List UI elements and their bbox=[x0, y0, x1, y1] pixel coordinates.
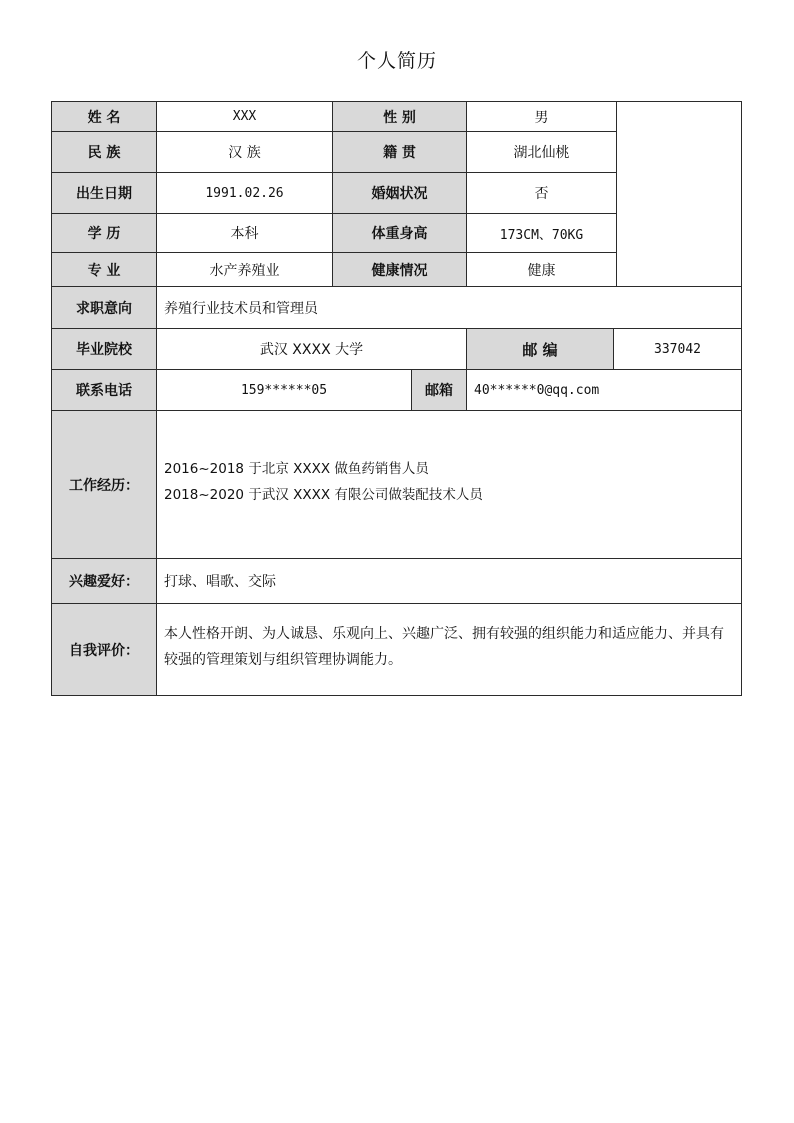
major-value: 水产养殖业 bbox=[156, 252, 333, 287]
education-label: 学 历 bbox=[51, 213, 157, 253]
birth-date-label: 出生日期 bbox=[51, 172, 157, 214]
height-weight-value: 173CM、70KG bbox=[466, 213, 617, 253]
school-value: 武汉 XXXX 大学 bbox=[156, 328, 467, 370]
name-value: XXX bbox=[156, 101, 333, 132]
email-label: 邮箱 bbox=[411, 369, 467, 411]
major-label: 专 业 bbox=[51, 252, 157, 287]
work-item: 2018~2020 于武汉 XXXX 有限公司做装配技术人员 bbox=[164, 486, 483, 503]
ethnicity-label: 民 族 bbox=[51, 131, 157, 173]
zip-code-value: 337042 bbox=[613, 328, 742, 370]
school-label: 毕业院校 bbox=[51, 328, 157, 370]
page-title: 个人简历 bbox=[356, 50, 437, 72]
work-item: 2016~2018 于北京 XXXX 做鱼药销售人员 bbox=[164, 460, 429, 477]
zip-code-label: 邮 编 bbox=[466, 328, 614, 370]
job-intent-label: 求职意向 bbox=[51, 286, 157, 329]
education-value: 本科 bbox=[156, 213, 333, 253]
work-experience-content bbox=[156, 410, 742, 559]
ethnicity-value: 汉 族 bbox=[156, 131, 333, 173]
health-label: 健康情况 bbox=[332, 252, 467, 287]
native-place-label: 籍 贯 bbox=[332, 131, 467, 173]
photo-box bbox=[616, 101, 742, 287]
birth-date-value: 1991.02.26 bbox=[156, 172, 333, 214]
gender-value: 男 bbox=[466, 101, 617, 132]
self-evaluation-content bbox=[156, 603, 742, 696]
self-evaluation-line: 较强的管理策划与组织管理协调能力。 bbox=[164, 651, 402, 668]
email-value: 40******0@qq.com bbox=[466, 369, 742, 411]
native-place-value: 湖北仙桃 bbox=[466, 131, 617, 173]
gender-label: 性 别 bbox=[332, 101, 467, 132]
height-weight-label: 体重身高 bbox=[332, 213, 467, 253]
marital-status-label: 婚姻状况 bbox=[332, 172, 467, 214]
self-evaluation-label: 自我评价： bbox=[51, 603, 157, 696]
hobbies-label: 兴趣爱好： bbox=[51, 558, 157, 604]
self-evaluation-line: 本人性格开朗、为人诚恳、乐观向上、兴趣广泛、拥有较强的组织能力和适应能力、并具有 bbox=[164, 625, 724, 642]
name-label: 姓 名 bbox=[51, 101, 157, 132]
health-value: 健康 bbox=[466, 252, 617, 287]
work-experience-label: 工作经历： bbox=[51, 410, 157, 559]
phone-label: 联系电话 bbox=[51, 369, 157, 411]
hobbies-value: 打球、唱歌、交际 bbox=[156, 558, 742, 604]
phone-value: 159******05 bbox=[156, 369, 412, 411]
job-intent-value: 养殖行业技术员和管理员 bbox=[156, 286, 742, 329]
marital-status-value: 否 bbox=[466, 172, 617, 214]
